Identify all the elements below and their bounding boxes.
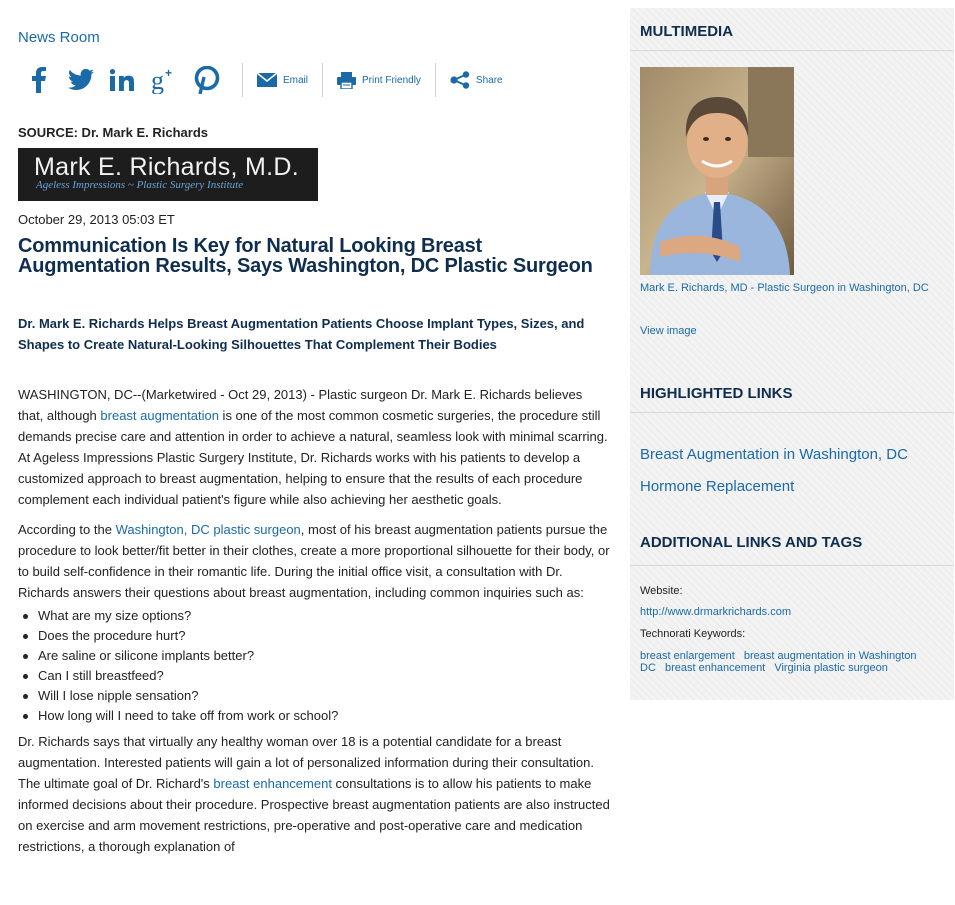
- twitter-icon[interactable]: [60, 62, 102, 98]
- logo-tagline: Ageless Impressions ~ Plastic Surgery Institute: [36, 179, 244, 191]
- additional-links-heading: ADDITIONAL LINKS AND TAGS: [640, 534, 863, 551]
- printer-icon: [337, 72, 356, 89]
- envelope-icon: [257, 73, 277, 87]
- divider: [322, 63, 323, 97]
- share-icon: [450, 71, 470, 89]
- highlighted-link[interactable]: Hormone Replacement: [640, 478, 795, 495]
- newsroom-link[interactable]: News Room: [18, 29, 100, 46]
- text: According to the: [18, 522, 116, 537]
- paragraph: [18, 731, 610, 857]
- divider: [630, 50, 954, 51]
- plastic-surgeon-link[interactable]: Washington, DC plastic surgeon: [115, 522, 301, 537]
- question-list: [18, 606, 610, 726]
- highlighted-link[interactable]: Breast Augmentation in Washington, DC: [640, 446, 908, 463]
- list-item: Does the procedure hurt?: [18, 626, 610, 646]
- source-line: SOURCE: Dr. Mark E. Richards: [18, 125, 208, 140]
- article-subheadline: Dr. Mark E. Richards Helps Breast Augmentation Patients Choose Implant Types, Sizes, and Shapes to Create Natural-Looking Silhouettes That Complement Their Bodies: [18, 316, 585, 352]
- paragraph: [18, 384, 610, 510]
- paragraph: [18, 519, 610, 603]
- surgeon-photo[interactable]: [640, 67, 794, 275]
- keywords-label: Technorati Keywords:: [640, 628, 746, 640]
- pinterest-icon[interactable]: [186, 62, 228, 98]
- publish-date: October 29, 2013 05:03 ET: [18, 212, 175, 227]
- text: , most of his breast augmentation patients pursue the procedure to look better/fit better in their clothes, create a more proportional silhouette for their body, or to build self-confidence in their romantic life. During the initial office visit, a consultation with Dr. Richards answers their questions about breast augmentation, including common inquiries such as:: [18, 522, 610, 600]
- article-body: [18, 384, 610, 866]
- google-plus-icon[interactable]: [144, 62, 186, 98]
- print-button[interactable]: [337, 72, 421, 89]
- text: consultations is to allow his patients to make informed decisions about their procedure. Prospective breast augmentation patients are also instructed on exercise and arm movement restrictions, pre-operative and post-operative care and medication restrictions, a thorough explanation of: [18, 776, 610, 854]
- share-button[interactable]: [450, 71, 503, 89]
- keyword-tag[interactable]: breast enhancement: [664, 662, 766, 674]
- linkedin-icon[interactable]: [102, 62, 144, 98]
- list-item: Are saline or silicone implants better?: [18, 646, 610, 666]
- multimedia-heading: MULTIMEDIA: [640, 23, 734, 40]
- share-label: Share: [475, 74, 503, 86]
- keyword-tag[interactable]: breast augmentation in Washington DC: [640, 650, 917, 674]
- email-button[interactable]: [257, 73, 308, 87]
- sidebar: [630, 8, 954, 700]
- list-item: How long will I need to take off from work or school?: [18, 706, 610, 726]
- website-label: Website:: [640, 585, 683, 597]
- svg-text:g: g: [151, 66, 164, 94]
- share-bar: [18, 62, 503, 98]
- list-item: Can I still breastfeed?: [18, 666, 610, 686]
- logo-name: Mark E. Richards, M.D.: [34, 153, 299, 181]
- breast-enhancement-link[interactable]: breast enhancement: [213, 776, 332, 791]
- text: Dr. Richards says that virtually any healthy woman over 18 is a potential candidate for a breast augmentation. Interested patients will gain a lot of personalized information during their consultation. The ultimate goal of Dr. Richard's: [18, 734, 594, 791]
- photo-caption[interactable]: Mark E. Richards, MD - Plastic Surgeon in Washington, DC: [640, 282, 929, 294]
- divider: [435, 63, 436, 97]
- keyword-tags: [640, 650, 940, 674]
- facebook-icon[interactable]: [18, 62, 60, 98]
- print-label: Print Friendly: [362, 74, 421, 86]
- divider: [630, 412, 954, 413]
- text: WASHINGTON, DC--(Marketwired - Oct 29, 2013) - Plastic surgeon Dr. Mark E. Richards believes that, although: [18, 387, 583, 423]
- company-logo: [18, 148, 318, 201]
- breast-augmentation-link[interactable]: breast augmentation: [100, 408, 219, 423]
- divider: [630, 565, 954, 566]
- article-headline: Communication Is Key for Natural Looking Breast Augmentation Results, Says Washington, DC Plastic Surgeon: [18, 235, 593, 277]
- text: is one of the most common cosmetic surgeries, the procedure still demands precise care and attention in order to achieve a natural, seamless look with minimal scarring. At Ageless Impressions Plastic Surgery Institute, Dr. Richards works with his patients to develop a customized approach to breast augmentation, helping to ensure that the results of each procedure complement each individual patient's figure while also achieving her aesthetic goals.: [18, 408, 608, 507]
- website-link[interactable]: http://www.drmarkrichards.com: [640, 606, 791, 618]
- list-item: Will I lose nipple sensation?: [18, 686, 610, 706]
- list-item: What are my size options?: [18, 606, 610, 626]
- keyword-tag[interactable]: breast enlargement: [640, 650, 735, 662]
- keyword-tag[interactable]: Virginia plastic surgeon: [774, 662, 888, 674]
- divider: [242, 63, 243, 97]
- view-image-link[interactable]: View image: [640, 325, 697, 337]
- svg-text:+: +: [165, 66, 173, 80]
- highlighted-links-heading: HIGHLIGHTED LINKS: [640, 385, 793, 402]
- email-label: Email: [283, 74, 309, 86]
